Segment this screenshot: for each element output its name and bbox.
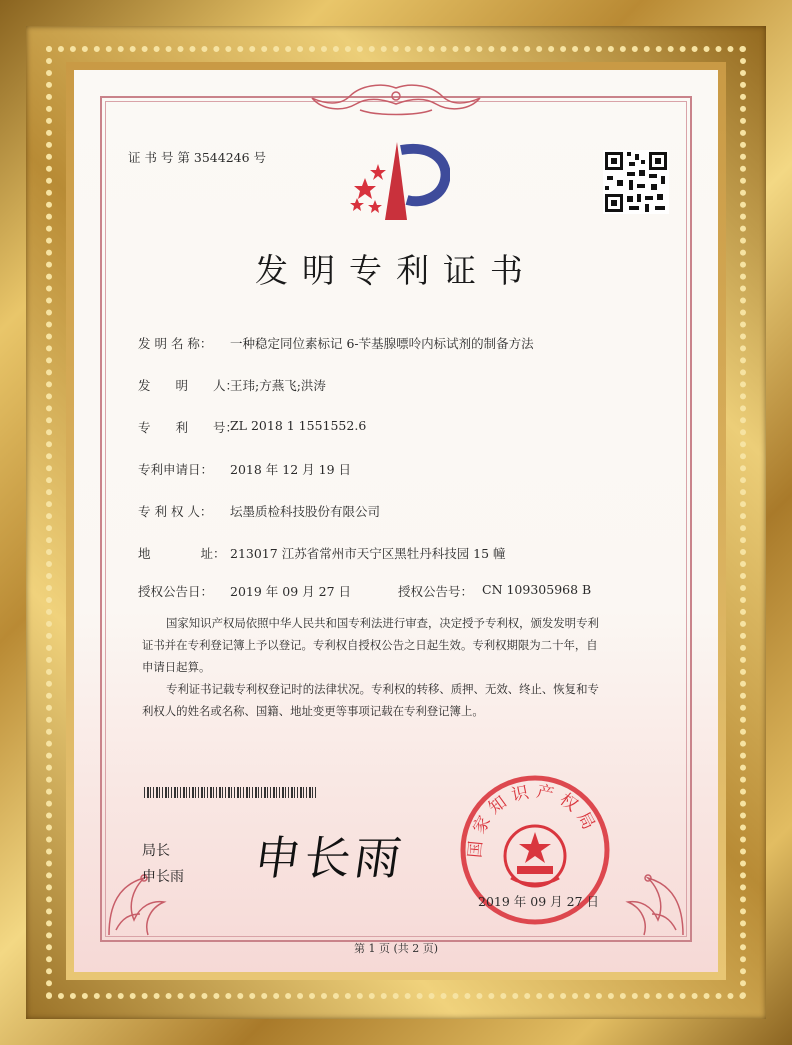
qr-code-icon — [603, 150, 669, 214]
paragraph-2-line-1: 专利证书记载专利权登记时的法律状况。专利权的转移、质押、无效、终止、恢复和专 — [166, 682, 599, 696]
grant-number-value: CN 109305968 B — [482, 582, 592, 597]
field-value-invention-name: 一种稳定同位素标记 6-苄基腺嘌呤内标试剂的制备方法 — [230, 336, 534, 351]
certificate-title: 发明专利证书 — [255, 251, 537, 290]
certificate-number: 证 书 号 第 3544246 号 — [128, 150, 267, 165]
field-label-application-date: 专利申请日： — [138, 462, 214, 477]
page-indicator: 第 1 页 (共 2 页) — [353, 942, 439, 955]
field-value-application-date: 2018 年 12 月 19 日 — [230, 462, 351, 477]
field-label-invention-name: 发 明 名 称： — [138, 336, 213, 351]
barcode — [144, 787, 316, 798]
director-title: 局长 — [142, 843, 170, 859]
field-label-address: 地 址： — [138, 546, 226, 561]
grant-date-label: 授权公告日： — [138, 584, 214, 599]
paragraph-1-line-3: 申请日起算。 — [142, 660, 211, 674]
seal-text: 国家知识产权局 — [465, 781, 602, 859]
field-value-address: 213017 江苏省常州市天宁区黑牡丹科技园 15 幢 — [230, 546, 506, 561]
paragraph-1-line-1: 国家知识产权局依照中华人民共和国专利法进行审查，决定授予专利权，颁发发明专利 — [166, 616, 599, 630]
field-value-inventor: 王玮;方燕飞;洪涛 — [230, 378, 326, 393]
seal-emblem-icon — [505, 826, 565, 886]
signature: 申长雨 — [250, 831, 409, 885]
field-value-patentee: 坛墨质检科技股份有限公司 — [230, 504, 381, 519]
field-label-inventor: 发 明 人： — [138, 378, 239, 393]
paragraph-2-line-2: 利权人的姓名或名称、国籍、地址变更等事项记载在专利登记簿上。 — [142, 704, 484, 718]
director-name: 申长雨 — [142, 869, 184, 885]
field-label-patentee: 专 利 权 人： — [138, 504, 213, 519]
field-label-patent-number: 专 利 号： — [138, 420, 239, 435]
patent-logo-icon — [345, 140, 450, 222]
field-value-patent-number: ZL 2018 1 1551552.6 — [230, 418, 367, 433]
grant-date-value: 2019 年 09 月 27 日 — [230, 584, 351, 599]
grant-number-label: 授权公告号： — [398, 584, 474, 599]
seal-date: 2019 年 09 月 27 日 — [478, 894, 599, 909]
paragraph-1-line-2: 证书并在专利登记簿上予以登记。专利权自授权公告之日起生效。专利权期限为二十年，自 — [142, 638, 598, 652]
ornament-icon — [618, 860, 688, 940]
ornament-icon — [300, 80, 492, 120]
